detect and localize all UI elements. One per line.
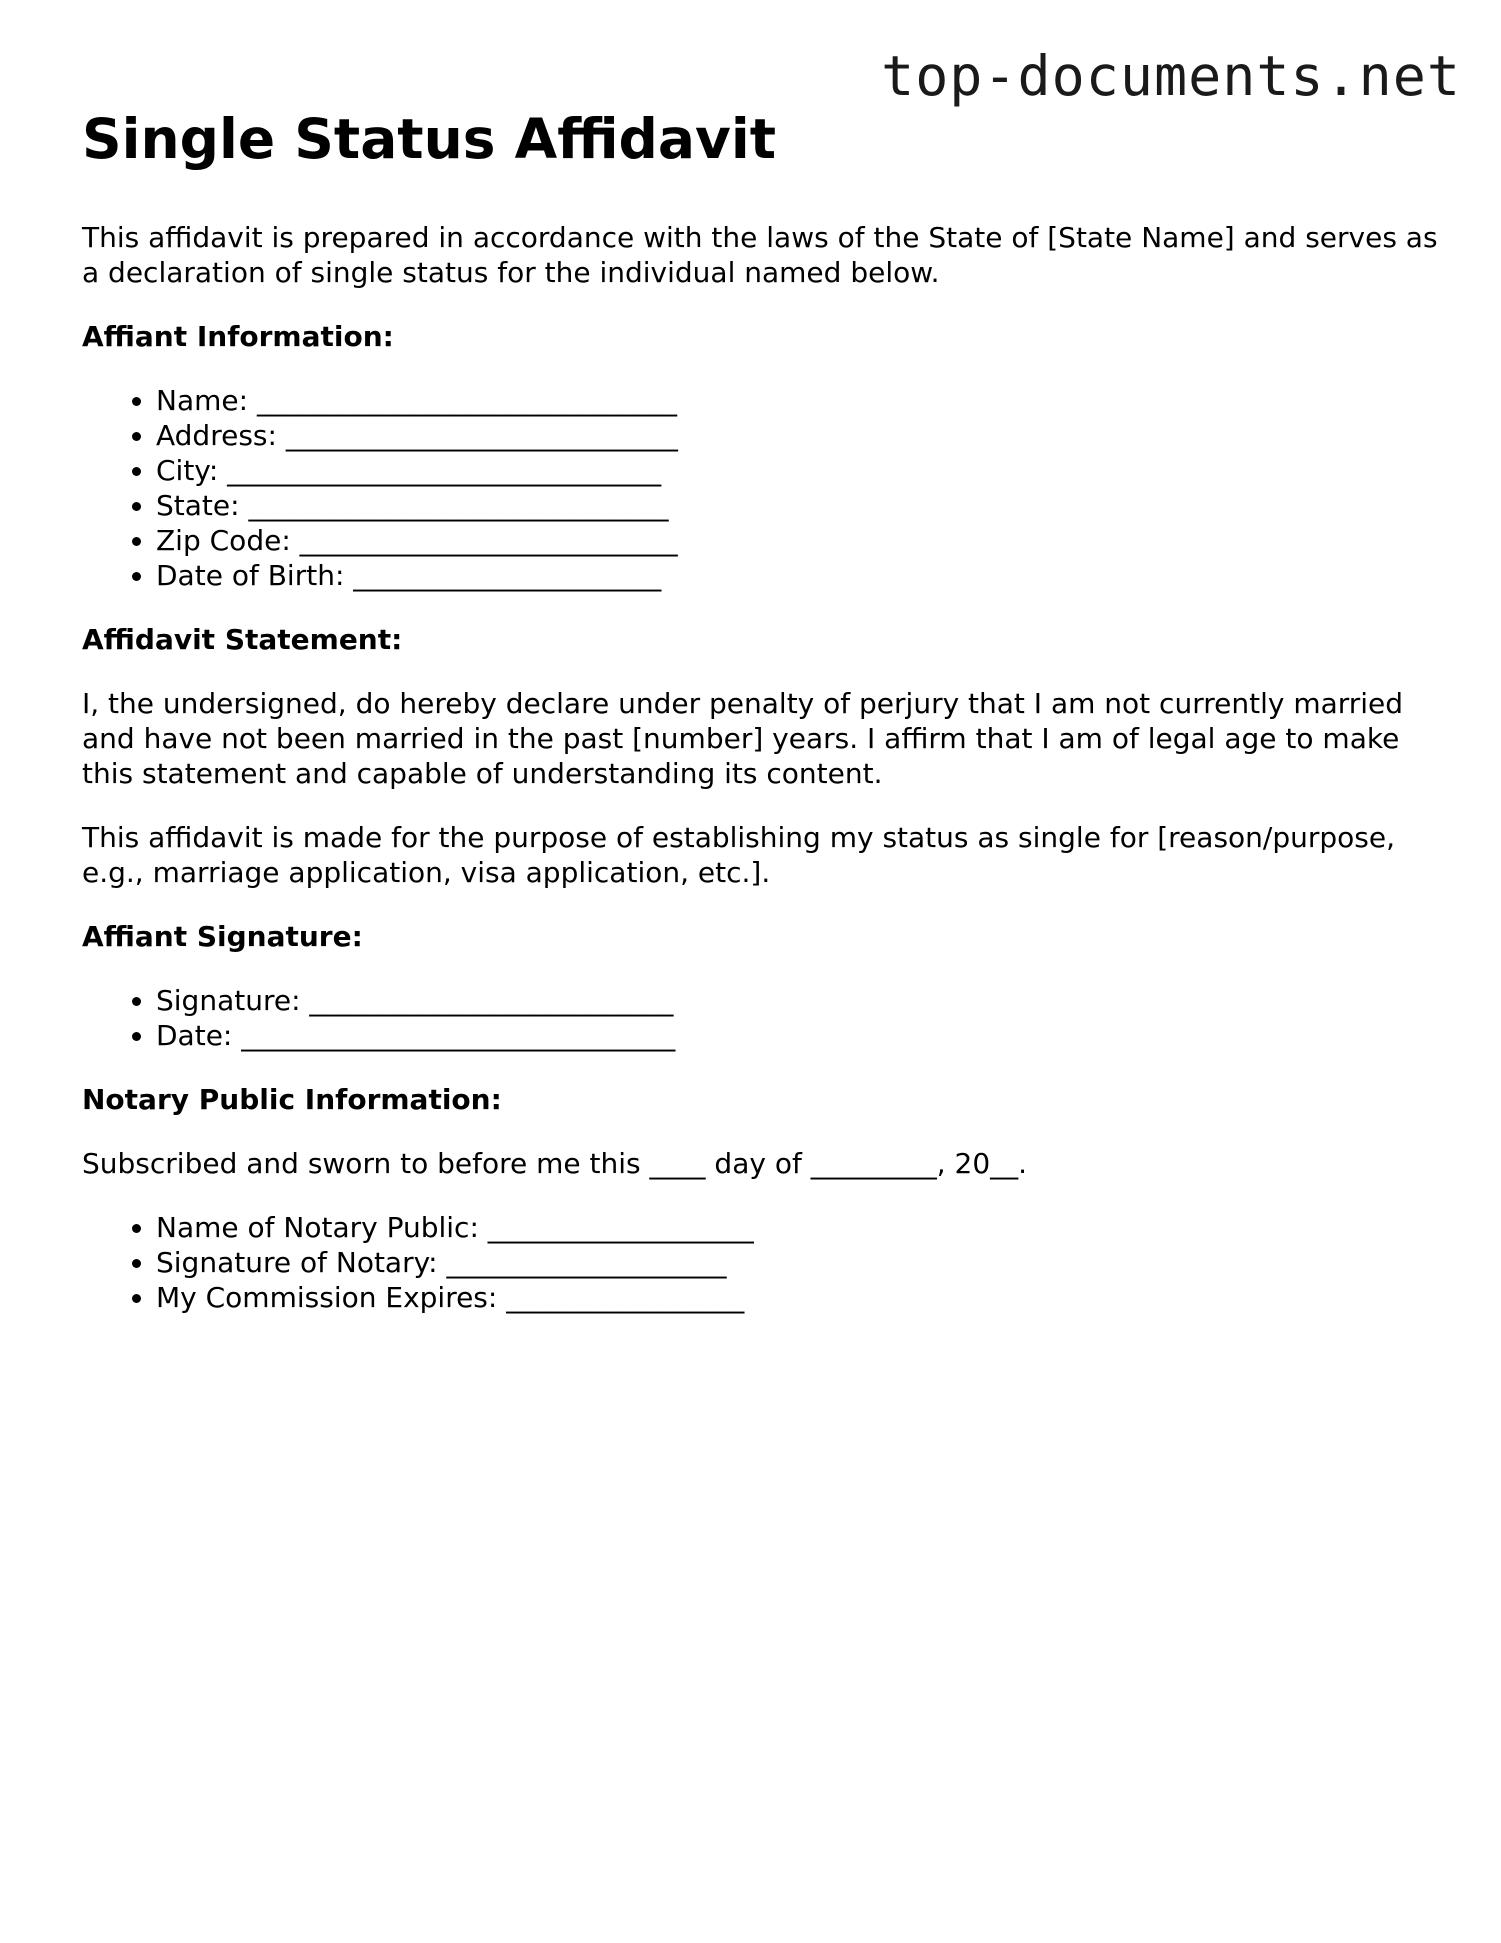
field-city: • City: _______________________________ (156, 453, 1442, 488)
affidavit-statement-heading: Affidavit Statement: (82, 623, 403, 656)
intro-paragraph: This affidavit is prepared in accordance with the laws of the State of [State Name] and serves as a declaration of single status for the individual named below. (82, 221, 1438, 289)
notary-heading: Notary Public Information: (82, 1083, 502, 1116)
field-state: • State: ______________________________ (156, 488, 1442, 523)
page-title: Single Status Affidavit (82, 107, 777, 171)
purpose-paragraph: This affidavit is made for the purpose of establishing my status as single for [reason/purpose, e.g., marriage application, visa application, etc.]. (82, 821, 1395, 889)
affiant-info-list (82, 383, 1442, 593)
field-notary-signature: • Signature of Notary: ____________________ (156, 1245, 1442, 1280)
field-date-of-birth: • Date of Birth: ______________________ (156, 558, 1442, 593)
field-signature: • Signature: __________________________ (156, 983, 1442, 1018)
affiant-info-heading: Affiant Information: (82, 320, 394, 353)
signature-list (82, 983, 1442, 1053)
watermark: top-documents.net (881, 44, 1461, 108)
field-address: • Address: ____________________________ (156, 418, 1442, 453)
notary-list (82, 1210, 1442, 1315)
field-notary-name: • Name of Notary Public: ___________________ (156, 1210, 1442, 1245)
field-date: • Date: _______________________________ (156, 1018, 1442, 1053)
statement-paragraph: I, the undersigned, do hereby declare under penalty of perjury that I am not currently married and have not been married in the past [number] years. I affirm that I am of legal age to make this statement and capable of understanding its content. (82, 687, 1404, 790)
document-page (82, 104, 1442, 1315)
affiant-signature-heading: Affiant Signature: (82, 920, 363, 953)
field-name: • Name: ______________________________ (156, 383, 1442, 418)
sworn-statement: Subscribed and sworn to before me this ____ day of _________, 20__. (82, 1147, 1028, 1180)
field-commission-expires: • My Commission Expires: _________________ (156, 1280, 1442, 1315)
field-zip-code: • Zip Code: ___________________________ (156, 523, 1442, 558)
